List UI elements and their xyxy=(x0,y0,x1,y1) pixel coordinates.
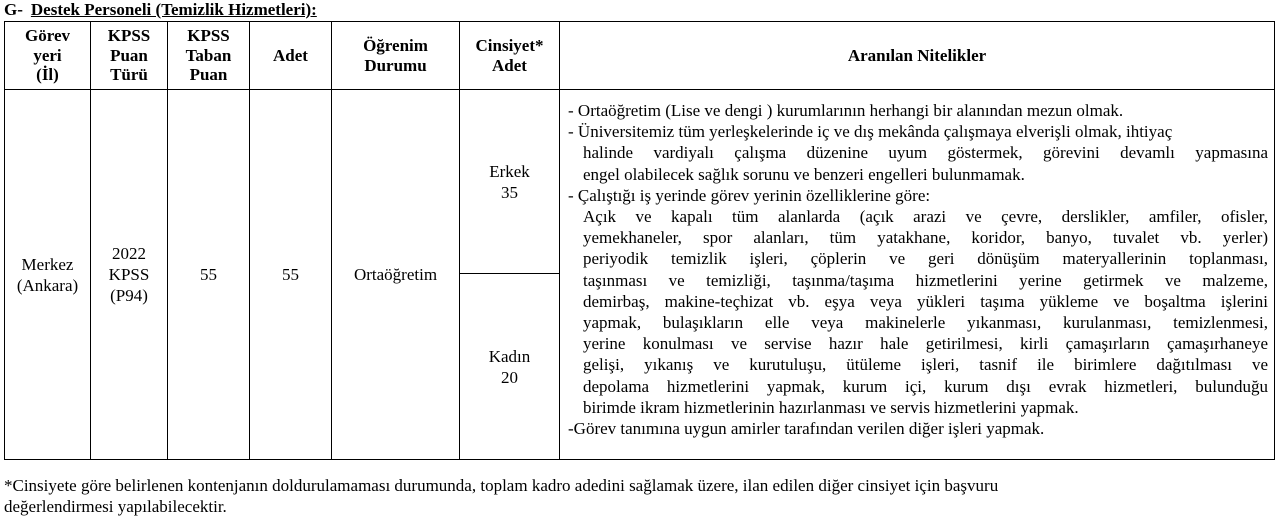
cell-ogrenim-durumu: Ortaöğretim xyxy=(332,90,460,460)
footnote xyxy=(4,475,1204,517)
qualification-line: birimde ikram hizmetlerinin hazırlanması ve servis hizmetlerini yapmak. xyxy=(583,397,1079,417)
qualification-line: - Üniversitemiz tüm yerleşkelerinde iç ve dış mekânda çalışmaya elverişli olmak, ihtiyaç xyxy=(568,122,1173,142)
section-prefix: G- xyxy=(4,0,23,19)
cell-adet: 55 xyxy=(250,90,332,460)
table-header-row xyxy=(5,22,1275,90)
cell-aranilan-nitelikler xyxy=(560,90,1275,460)
header-kpss-taban-puan: KPSS Taban Puan xyxy=(168,22,250,90)
positions-table xyxy=(4,21,1275,460)
header-gorev-yeri: Görev yeri (İl) xyxy=(5,22,91,90)
qualification-line: yerine konulması ve servise hazır hale getirilmesi, kirli çamaşırların çamaşırhaneye xyxy=(583,334,1268,354)
header-cinsiyet-adet: Cinsiyet* Adet xyxy=(460,22,560,90)
qualification-line: yemekhaneler, spor alanları, tüm yatakhane, koridor, banyo, tuvalet vb. yerler) xyxy=(583,228,1268,248)
qualification-line: - Çalıştığı iş yerinde görev yerinin özelliklerine göre: xyxy=(568,185,931,205)
qualification-line: - Ortaöğretim (Lise ve dengi ) kurumlarının herhangi bir alanından mezun olmak. xyxy=(568,101,1124,120)
section-heading: Destek Personeli (Temizlik Hizmetleri): xyxy=(30,0,317,19)
qualification-line: Açık ve kapalı tüm alanlarda (açık arazi ve çevre, derslikler, amfiler, ofisler, xyxy=(583,207,1268,227)
qualification-line: -Görev tanımına uygun amirler tarafından verilen diğer işleri yapmak. xyxy=(568,419,1045,439)
header-adet: Adet xyxy=(250,22,332,90)
header-kpss-puan-turu: KPSS Puan Türü xyxy=(91,22,168,90)
cell-erkek: Erkek 35 xyxy=(460,90,560,274)
section-title xyxy=(4,0,317,20)
qualification-line: halinde vardiyalı çalışma düzenine uyum göstermek, görevini devamlı yapmasına xyxy=(583,143,1268,163)
qualification-line: depolama hizmetlerini yapmak, kurum içi, kurum dışı evrak hizmetleri, bulunduğu xyxy=(583,376,1268,396)
qualification-line: gelişi, yıkanış ve kurutuluşu, ütüleme işleri, tasnif ile birimlere dağıtılması ve xyxy=(583,355,1268,375)
cell-gorev-yeri: Merkez (Ankara) xyxy=(5,90,91,460)
cell-puan-turu: 2022 KPSS (P94) xyxy=(91,90,168,460)
footnote-line: değerlendirmesi yapılabilecektir. xyxy=(4,497,227,516)
qualification-line: taşınması ve temizliği, taşınma/taşıma hizmetlerini yerine getirmek ve malzeme, xyxy=(583,270,1268,290)
header-ogrenim-durumu: Öğrenim Durumu xyxy=(332,22,460,90)
qualification-line: periyodik temizlik işleri, çöplerin ve geri dönüşüm materyallerinin toplanması, xyxy=(583,249,1268,269)
cell-kadin: Kadın 20 xyxy=(460,274,560,460)
header-aranilan-nitelikler: Aranılan Nitelikler xyxy=(560,22,1275,90)
cell-taban-puan: 55 xyxy=(168,90,250,460)
footnote-line: *Cinsiyete göre belirlenen kontenjanın doldurulamaması durumunda, toplam kadro adedini sağlamak üzere, ilan edilen diğer cinsiyet için başvuru xyxy=(4,476,999,495)
qualification-line: engel olabilecek sağlık sorunu ve benzeri engelleri bulunmamak. xyxy=(583,164,1025,184)
table-row xyxy=(5,90,1275,274)
qualification-line: yapmak, bulaşıkların elle veya makinelerle yıkanması, kurulanması, temizlenmesi, xyxy=(583,313,1268,333)
qualification-line: demirbaş, makine-teçhizat vb. eşya veya yükleri taşıma yükleme ve boşaltma işlerini xyxy=(583,291,1268,311)
